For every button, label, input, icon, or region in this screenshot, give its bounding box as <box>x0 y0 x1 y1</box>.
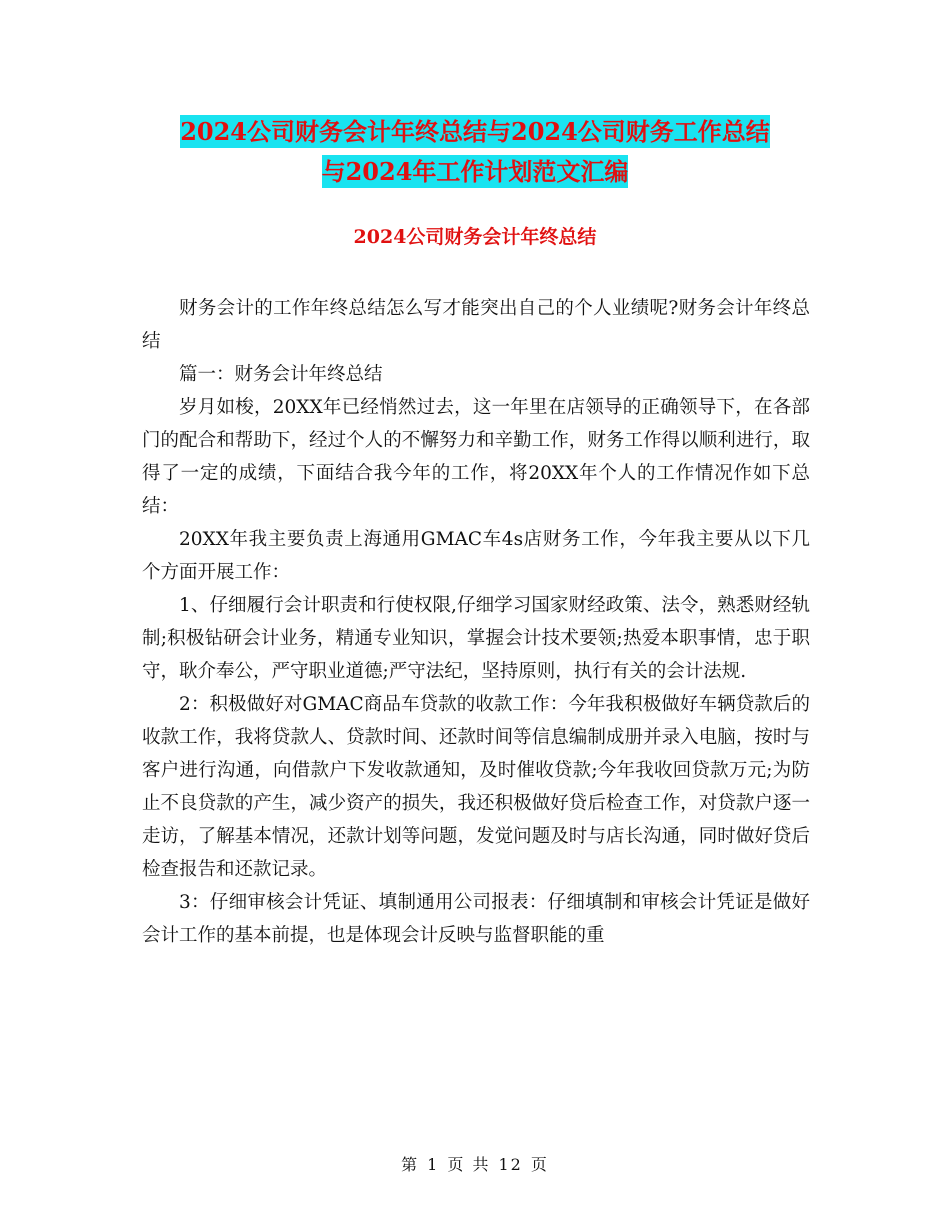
document-title <box>140 112 810 192</box>
paragraph-subheading: 篇一：财务会计年终总结 <box>179 364 383 385</box>
paragraph-intro: 财务会计的工作年终总结怎么写才能突出自己的个人业绩呢?财务会计年终总结 <box>142 298 810 352</box>
title-line-1: 2024公司财务会计年终总结与2024公司财务工作总结 <box>180 117 770 146</box>
paragraph: 岁月如梭，20XX年已经悄然过去，这一年里在店领导的正确领导下，在各部门的配合和帮助下，经过个人的不懈努力和辛勤工作，财务工作得以顺利进行，取得了一定的成绩，下面结合我今年的工作，将20XX年个人的工作情况作如下总结： <box>142 397 810 517</box>
footer-suffix: 页 <box>530 1155 549 1174</box>
section-title: 2024公司财务会计年终总结 <box>353 226 597 248</box>
paragraph: 20XX年我主要负责上海通用GMAC车4s店财务工作，今年我主要从以下几个方面开展工作： <box>142 529 810 583</box>
footer-prefix: 第 <box>401 1155 420 1174</box>
paragraph: 2：积极做好对GMAC商品车贷款的收款工作：今年我积极做好车辆贷款后的收款工作，我将贷款人、贷款时间、还款时间等信息编制成册并录入电脑，按时与客户进行沟通，向借款户下发收款通知，及时催收贷款;今年我收回贷款万元;为防止不良贷款的产生，减少资产的损失，我还积极做好贷后检查工作，对贷款户逐一走访，了解基本情况，还款计划等问题，发觉问题及时与店长沟通，同时做好贷后检查报告和还款记录。 <box>142 694 810 880</box>
page-number: 1 <box>427 1155 440 1174</box>
paragraph: 1、仔细履行会计职责和行使权限,仔细学习国家财经政策、法令，熟悉财经轨制;积极钻研会计业务，精通专业知识，掌握会计技术要领;热爱本职事情，忠于职守，耿介奉公，严守职业道德;严守法纪，坚持原则，执行有关的会计法规. <box>142 595 810 682</box>
total-pages: 12 <box>498 1155 523 1174</box>
footer-mid: 页 共 <box>447 1155 491 1174</box>
document-body <box>142 292 810 952</box>
paragraph: 3：仔细审核会计凭证、填制通用公司报表：仔细填制和审核会计凭证是做好会计工作的基本前提，也是体现会计反映与监督职能的重 <box>142 892 810 946</box>
page-footer <box>0 1152 950 1175</box>
title-line-2: 与2024年工作计划范文汇编 <box>321 157 629 186</box>
